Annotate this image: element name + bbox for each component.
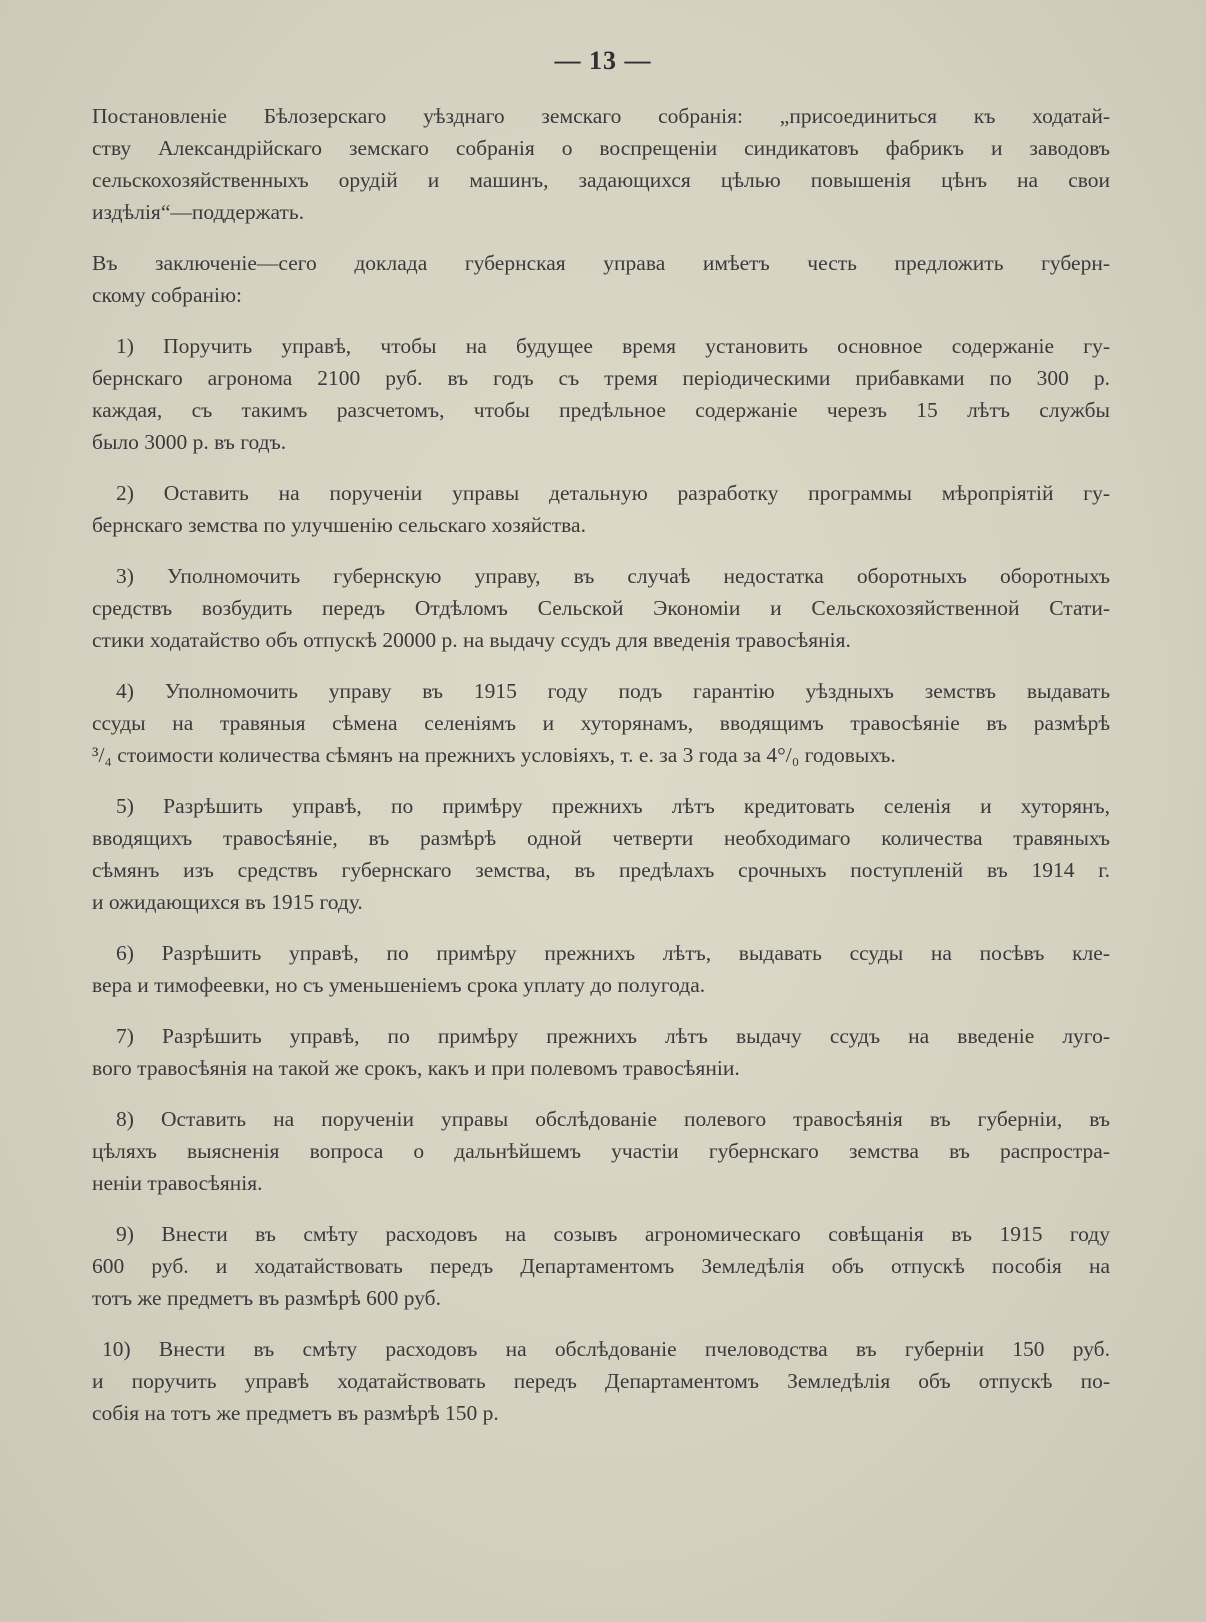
text-line: ству Александрійскаго земскаго собранія о воспрещеніи синдикатовъ фабрикъ и заводовъ [92,136,1110,160]
text-line: издѣлія“—поддержать. [92,200,305,224]
text-line: неніи травосѣянія. [92,1171,263,1195]
text-line: сѣмянъ изъ средствъ губернскаго земства, въ предѣлахъ срочныхъ поступленій въ 1914 г. [92,858,1110,882]
paragraph [92,100,1110,228]
text-line: 4) Уполномочить управу въ 1915 году подъ гарантію уѣздныхъ земствъ выдавать [116,679,1110,703]
paragraph [92,1333,1110,1429]
text-line: вера и тимофеевки, но съ уменьшеніемъ срока уплату до полугода. [92,973,706,997]
paragraph [92,247,1110,311]
text-line: бернскаго агронома 2100 руб. въ годъ съ тремя періодическими прибавками по 300 р. [92,366,1110,390]
document-body [92,100,1110,1448]
paragraph [92,790,1110,918]
text-line: собія на тотъ же предметъ въ размѣрѣ 150 р. [92,1401,499,1425]
text-line: и ожидающихся въ 1915 году. [92,890,363,914]
text-line: 5) Разрѣшить управѣ, по примѣру прежнихъ лѣтъ кредитовать селенія и хуторянъ, [116,794,1110,818]
page-number: — 13 — [554,46,652,75]
paragraph [92,1103,1110,1199]
text-line: 2) Оставить на порученіи управы детальную разработку программы мѣропріятій гу- [116,481,1110,505]
paragraph [92,937,1110,1001]
text-line: вводящихъ травосѣяніе, въ размѣрѣ одной четверти необходимаго количества травяныхъ [92,826,1110,850]
text-line: 7) Разрѣшить управѣ, по примѣру прежнихъ лѣтъ выдачу ссудъ на введеніе луго- [116,1024,1110,1048]
text-line: и поручить управѣ ходатайствовать передъ Департаментомъ Земледѣлія объ отпускѣ по- [92,1369,1110,1393]
text-line: 1) Поручить управѣ, чтобы на будущее время установить основное содержаніе гу- [116,334,1110,358]
text-line: 6) Разрѣшить управѣ, по примѣру прежнихъ лѣтъ, выдавать ссуды на посѣвъ кле- [116,941,1110,965]
text-line: вого травосѣянія на такой же срокъ, какъ и при полевомъ травосѣяніи. [92,1056,740,1080]
text-line: стики ходатайство объ отпускѣ 20000 р. на выдачу ссудъ для введенія травосѣянія. [92,628,851,652]
text-line: бернскаго земства по улучшенію сельскаго хозяйства. [92,513,586,537]
text-line: цѣляхъ выясненія вопроса о дальнѣйшемъ участіи губернскаго земства въ распростра- [92,1139,1110,1163]
text-line: ссуды на травяныя сѣмена селеніямъ и хуторянамъ, вводящимъ травосѣяніе въ размѣрѣ [92,711,1110,735]
text-line: скому собранію: [92,283,243,307]
text-line: ³/₄ стоимости количества сѣмянъ на прежнихъ условіяхъ, т. е. за 3 года за 4°/₀ годовыхъ. [92,743,896,767]
text-line: 10) Внести въ смѣту расходовъ на обслѣдованіе пчеловодства въ губерніи 150 руб. [102,1337,1110,1361]
text-line: 8) Оставить на порученіи управы обслѣдованіе полевого травосѣянія въ губерніи, въ [116,1107,1110,1131]
text-line: было 3000 р. въ годъ. [92,430,287,454]
paragraph [92,330,1110,458]
text-line: средствъ возбудить передъ Отдѣломъ Сельской Экономіи и Сельскохозяйственной Стати- [92,596,1110,620]
text-line: 600 руб. и ходатайствовать передъ Департаментомъ Земледѣлія объ отпускѣ пособія на [92,1254,1110,1278]
text-line: сельскохозяйственныхъ орудій и машинъ, задающихся цѣлью повышенія цѣнъ на свои [92,168,1110,192]
paragraph [92,560,1110,656]
paragraph [92,1218,1110,1314]
paragraph [92,1020,1110,1084]
text-line: Въ заключеніе—сего доклада губернская управа имѣетъ честь предложить губерн- [92,251,1110,275]
paragraph [92,477,1110,541]
text-line: тотъ же предметъ въ размѣрѣ 600 руб. [92,1286,441,1310]
text-line: Постановленіе Бѣлозерскаго уѣзднаго земскаго собранія: „присоединиться къ ходатай- [92,104,1110,128]
text-line: каждая, съ такимъ разсчетомъ, чтобы предѣльное содержаніе черезъ 15 лѣтъ службы [92,398,1110,422]
text-line: 9) Внести въ смѣту расходовъ на созывъ агрономическаго совѣщанія въ 1915 году [116,1222,1110,1246]
paragraph [92,675,1110,771]
text-line: 3) Уполномочить губернскую управу, въ случаѣ недостатка оборотныхъ оборотныхъ [116,564,1110,588]
